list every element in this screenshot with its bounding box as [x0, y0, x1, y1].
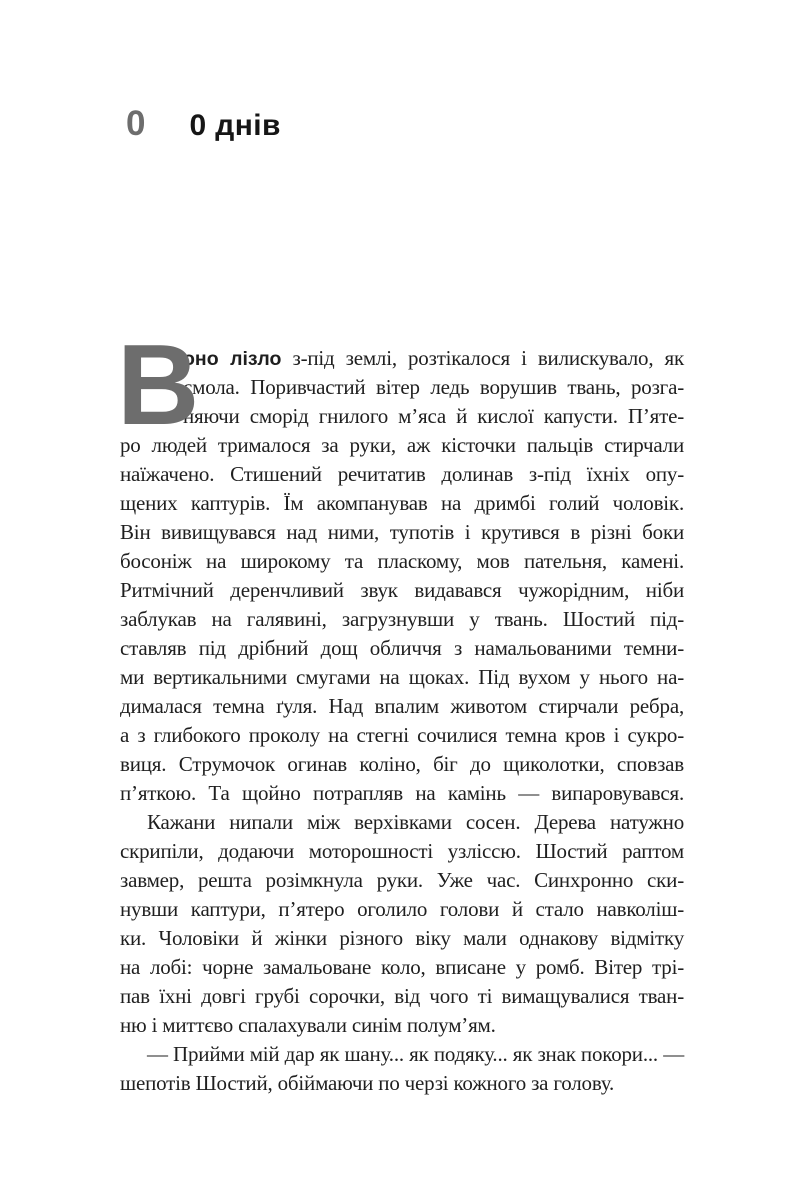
- text-line: ми вертикальними смугами на щоках. Під вухом у нього на-: [120, 665, 684, 689]
- drop-cap: В: [117, 322, 200, 449]
- text-line: босоніж на широкому та пласкому, мов пательня, камені.: [120, 549, 684, 573]
- text-line: наїжачено. Стишений речитатив долинав з-під їхніх опу-: [120, 462, 684, 486]
- text-line: п’яткою. Та щойно потрапляв на камінь — випаровувався.: [120, 781, 684, 805]
- text-line: а з глибокого проколу на стегні сочилися темна кров і сукро-: [120, 723, 684, 747]
- text-line: [120, 344, 684, 373]
- lead-bold-text: оно лізло: [183, 348, 282, 370]
- text-line: Ритмічний деренчливий звук видавався чужорідним, ніби: [120, 578, 684, 602]
- text-line: щених каптурів. Їм акомпанував на дримбі голий чоловік.: [120, 491, 684, 515]
- text-line: ставляв під дрібний дощ обличчя з намальованими темни-: [120, 636, 684, 660]
- text-line: виця. Струмочок огинав коліно, біг до щиколотки, сповзав: [120, 752, 684, 776]
- text-line: пав їхні довгі грубі сорочки, від чого ті вимащувалися тван-: [120, 984, 684, 1008]
- text-line: ки. Чоловіки й жінки різного віку мали однакову відмітку: [120, 926, 684, 950]
- text-line: ро людей трималося за руки, аж кісточки пальців стирчали: [120, 433, 684, 457]
- text-line: завмер, решта розімкнула руки. Уже час. Синхронно ски-: [120, 868, 684, 892]
- chapter-header: [126, 106, 281, 141]
- text-line: Кажани нипали між верхівками сосен. Дерева натужно: [147, 810, 684, 834]
- text-span: з-під землі, розтікалося і вилискувало, як: [292, 346, 684, 370]
- text-line: дималася темна ґуля. Над впалим животом стирчали ребра,: [120, 694, 684, 718]
- text-line: ню і миттєво спалахували синім полум’ям.: [120, 1013, 496, 1037]
- text-line: смола. Поривчастий вітер ледь ворушив твань, розга-: [183, 375, 684, 399]
- text-line: нувши каптури, п’ятеро оголило голови й стало навколіш-: [120, 897, 684, 921]
- text-line: скрипіли, додаючи моторошності узліссю. Шостий раптом: [120, 839, 684, 863]
- text-line: шепотів Шостий, обіймаючи по черзі кожного за голову.: [120, 1071, 615, 1095]
- text-line: Він вивищувався над ними, тупотів і крутився в різні боки: [120, 520, 684, 544]
- text-line: — Прийми мій дар як шану... як подяку... як знак покори... —: [147, 1042, 684, 1066]
- chapter-title: 0 днів: [189, 109, 281, 142]
- body-text: [117, 322, 684, 1098]
- text-line: няючи сморід гнилого м’яса й кислої капусти. П’яте-: [183, 404, 684, 428]
- text-line: заблукав на галявині, загрузнувши у твань. Шостий під-: [120, 607, 684, 631]
- text-line: на лобі: чорне замальоване коло, вписане у ромб. Вітер трі-: [120, 955, 684, 979]
- chapter-number: 0: [126, 104, 146, 143]
